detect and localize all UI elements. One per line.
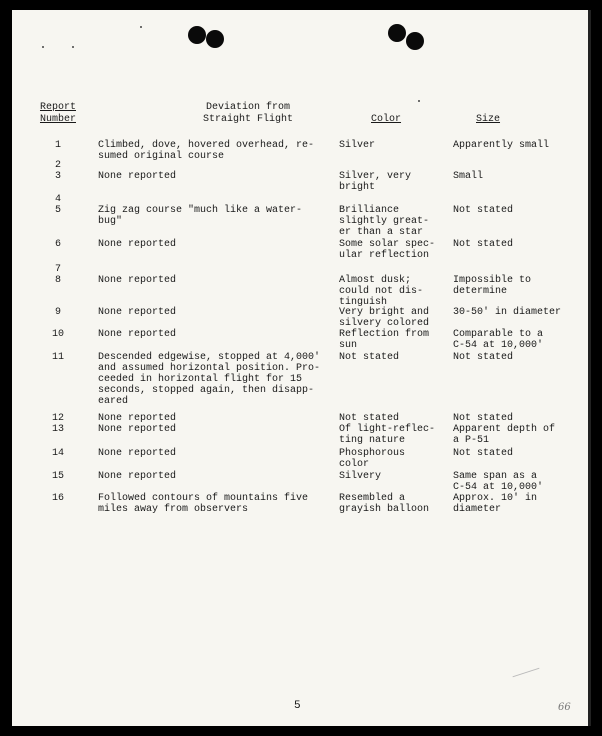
size-cell: 30-50' in diameter <box>453 307 562 318</box>
report-number-cell: 1 <box>54 140 61 151</box>
size-cell: Comparable to a C-54 at 10,000' <box>453 329 544 351</box>
size-cell: Small <box>453 171 484 182</box>
punch-hole <box>188 26 206 44</box>
color-cell: Not stated <box>339 352 400 363</box>
deviation-cell: Climbed, dove, hovered overhead, re- sumed original course <box>98 140 315 162</box>
deviation-cell: None reported <box>98 413 177 424</box>
punch-hole <box>206 30 224 48</box>
speck <box>42 46 44 48</box>
color-cell: Very bright and silvery colored <box>339 307 430 329</box>
deviation-cell: None reported <box>98 275 177 286</box>
report-number-cell: 12 <box>51 413 64 424</box>
size-cell: Not stated <box>453 352 514 363</box>
deviation-cell: None reported <box>98 171 177 182</box>
punch-hole <box>406 32 424 50</box>
report-number-cell: 11 <box>51 352 64 363</box>
color-cell: Silver, very bright <box>339 171 412 193</box>
deviation-cell: Zig zag course "much like a water- bug" <box>98 205 303 227</box>
deviation-cell: None reported <box>98 424 177 435</box>
color-cell: Of light-reflec- ting nature <box>339 424 436 446</box>
report-number-cell: 4 <box>54 194 61 205</box>
color-cell: Brilliance slightly great- er than a star <box>339 205 430 238</box>
report-number-cell: 5 <box>54 205 61 216</box>
report-number-cell: 13 <box>51 424 64 435</box>
corner-annotation: 66 <box>558 702 571 713</box>
size-cell: Same span as a C-54 at 10,000' <box>453 471 544 493</box>
report-number-cell: 3 <box>54 171 61 182</box>
pencil-mark <box>513 668 540 678</box>
report-number-cell: 15 <box>51 471 64 482</box>
report-number-cell: 7 <box>54 264 61 275</box>
deviation-cell: Followed contours of mountains five miles away from observers <box>98 493 309 515</box>
report-number-cell: 2 <box>54 160 61 171</box>
color-cell: Almost dusk; could not dis- tinguish <box>339 275 424 308</box>
color-cell: Silver <box>339 140 376 151</box>
report-number-cell: 6 <box>54 239 61 250</box>
page-number: 5 <box>294 700 301 712</box>
deviation-cell: None reported <box>98 448 177 459</box>
size-cell: Approx. 10' in diameter <box>453 493 538 515</box>
header-color: Color <box>371 114 402 125</box>
size-cell: Not stated <box>453 413 514 424</box>
color-cell: Resembled a grayish balloon <box>339 493 430 515</box>
speck <box>140 26 142 28</box>
deviation-cell: None reported <box>98 329 177 340</box>
speck <box>72 46 74 48</box>
color-cell: Silvery <box>339 471 382 482</box>
header-deviation: Deviation from Straight Flight <box>202 102 293 125</box>
deviation-cell: None reported <box>98 307 177 318</box>
report-number-cell: 16 <box>51 493 64 504</box>
size-cell: Not stated <box>453 448 514 459</box>
color-cell: Some solar spec- ular reflection <box>339 239 436 261</box>
size-cell: Apparently small <box>453 140 550 151</box>
header-report-number: Report Number <box>39 102 76 125</box>
punch-hole <box>388 24 406 42</box>
document-page <box>12 10 591 726</box>
color-cell: Phosphorous color <box>339 448 406 470</box>
deviation-cell: Descended edgewise, stopped at 4,000' and assumed horizontal position. Pro- ceeded in horizontal flight for 15 seconds, stopped again, then disapp- eared <box>98 352 321 407</box>
speck <box>418 100 420 102</box>
deviation-cell: None reported <box>98 239 177 250</box>
size-cell: Apparent depth of a P-51 <box>453 424 556 446</box>
color-cell: Not stated <box>339 413 400 424</box>
color-cell: Reflection from sun <box>339 329 430 351</box>
report-number-cell: 10 <box>51 329 64 340</box>
report-number-cell: 9 <box>54 307 61 318</box>
report-number-cell: 8 <box>54 275 61 286</box>
deviation-cell: None reported <box>98 471 177 482</box>
report-number-cell: 14 <box>51 448 64 459</box>
size-cell: Impossible to determine <box>453 275 532 297</box>
size-cell: Not stated <box>453 205 514 216</box>
header-size: Size <box>476 114 501 125</box>
size-cell: Not stated <box>453 239 514 250</box>
